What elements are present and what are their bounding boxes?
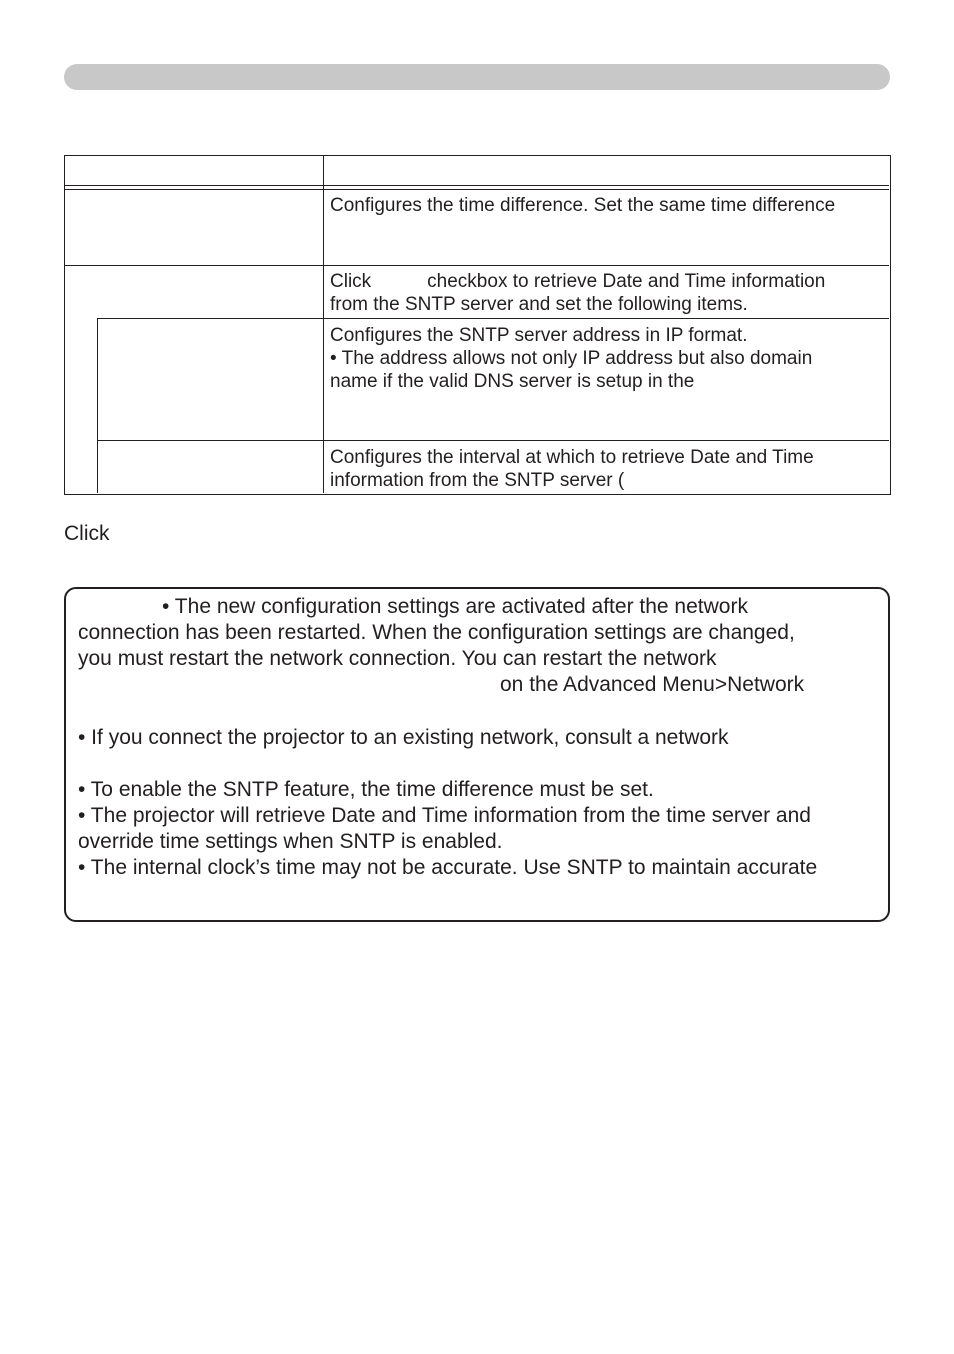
note-line: connection has been restarted. When the configuration settings are changed, (78, 621, 795, 644)
row-divider (65, 265, 889, 266)
settings-table (64, 155, 891, 495)
note-box (64, 587, 890, 922)
interval-description (330, 446, 885, 492)
sntp-description (330, 270, 885, 316)
after-table-text: Click (64, 522, 110, 545)
note-line: • If you connect the projector to an existing network, consult a network (78, 726, 729, 749)
note-line: • The new configuration settings are activated after the network (162, 595, 748, 618)
server-desc-line3: name if the valid DNS server is setup in the (330, 371, 695, 392)
row-divider (97, 318, 889, 319)
note-line: you must restart the network connection. You can restart the network (78, 647, 717, 670)
note-line: override time settings when SNTP is enabled. (78, 830, 503, 853)
server-desc-line1: Configures the SNTP server address in IP format. (330, 325, 748, 346)
interval-desc-line2: information from the SNTP server ( (330, 470, 625, 491)
time-difference-description (330, 194, 885, 217)
note-line: • To enable the SNTP feature, the time difference must be set. (78, 778, 654, 801)
section-header-bar (64, 64, 890, 90)
header-divider-bottom (65, 189, 889, 190)
header-divider-top (65, 185, 889, 186)
note-line: on the Advanced Menu>Network (500, 673, 805, 696)
server-desc-line2: • The address allows not only IP address but also domain (330, 348, 813, 369)
sntp-click-text: Click (330, 271, 372, 292)
note-line: • The projector will retrieve Date and Time information from the time server and (78, 804, 811, 827)
interval-desc-line1: Configures the interval at which to retrieve Date and Time (330, 447, 814, 468)
server-address-description (330, 324, 885, 393)
row-divider (97, 440, 889, 441)
note-line: • The internal clock’s time may not be accurate. Use SNTP to maintain accurate (78, 856, 818, 879)
time-difference-desc-text: Configures the time difference. Set the same time difference (330, 195, 836, 216)
indent-divider (97, 318, 98, 493)
sntp-desc-line2: from the SNTP server and set the following items. (330, 294, 748, 315)
sntp-desc-text: checkbox to retrieve Date and Time information (427, 271, 826, 292)
column-divider (323, 156, 324, 493)
